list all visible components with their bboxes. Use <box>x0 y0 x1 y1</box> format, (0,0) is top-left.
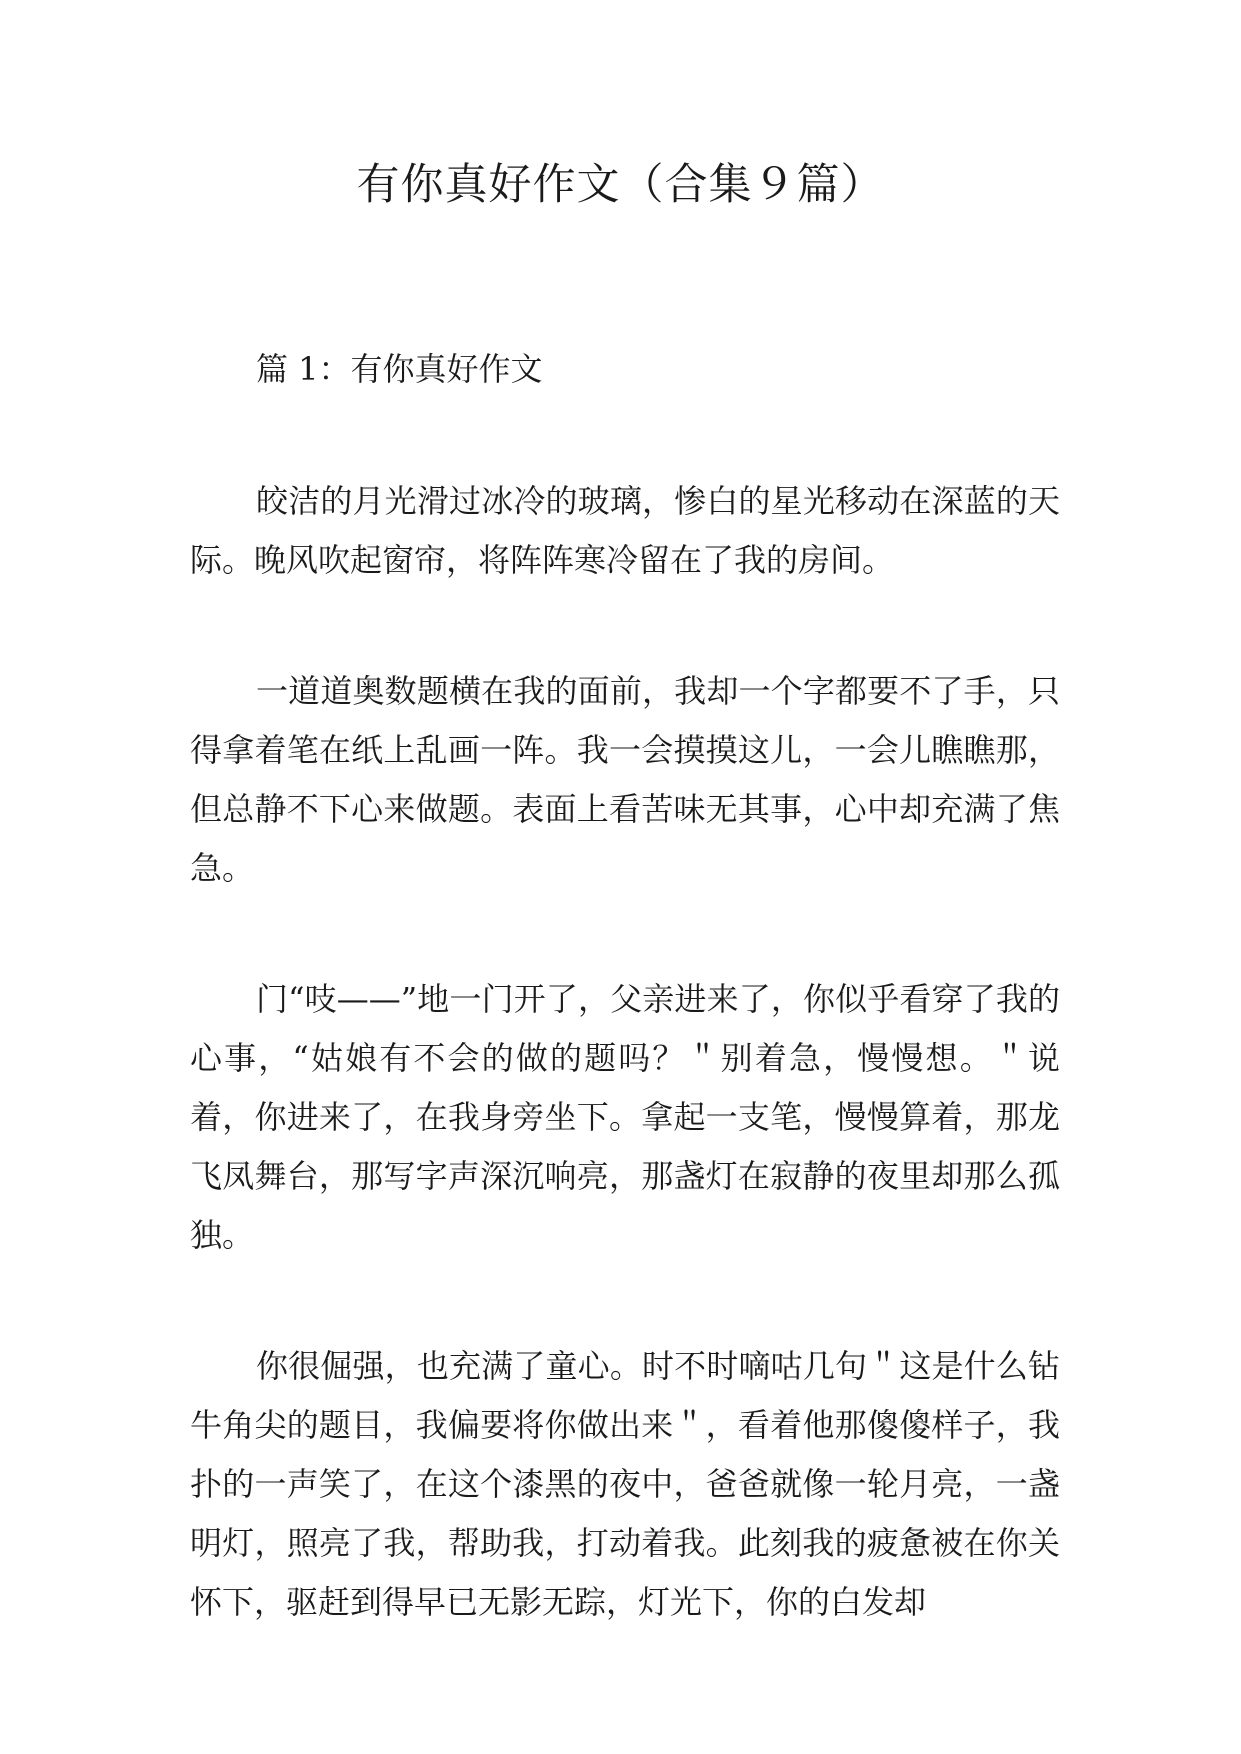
document-body <box>190 340 1060 1704</box>
paragraph-3: 门“吱——”地一门开了，父亲进来了，你似乎看穿了我的心事，“姑娘有不会的做的题吗？＂别着急，慢慢想。＂说着，你进来了，在我身旁坐下。拿起一支笔，慢慢算着，那龙飞凤舞台，那写字声深沉响亮，那盏灯在寂静的夜里却那么孤独。 <box>190 980 1060 1254</box>
paragraph-1: 皎洁的月光滑过冰冷的玻璃，惨白的星光移动在深蓝的天际。晚风吹起窗帘，将阵阵寒冷留在了我的房间。 <box>190 482 1060 579</box>
section-heading: 篇 1：有你真好作文 <box>256 350 543 388</box>
document-title: 有你真好作文（合集９篇） <box>356 160 885 210</box>
paragraph-2: 一道道奥数题横在我的面前，我却一个字都要不了手，只得拿着笔在纸上乱画一阵。我一会摸摸这儿，一会儿瞧瞧那，但总静不下心来做题。表面上看苦味无其事，心中却充满了焦急。 <box>190 672 1060 887</box>
paragraph-4: 你很倔强，也充满了童心。时不时嘀咕几句＂这是什么钻牛角尖的题目，我偏要将你做出来＂，看着他那傻傻样子，我扑的一声笑了，在这个漆黑的夜中，爸爸就像一轮月亮，一盏明灯，照亮了我，帮助我，打动着我。此刻我的疲惫被在你关怀下，驱赶到得早已无影无踪，灯光下，你的白发却 <box>190 1347 1060 1621</box>
